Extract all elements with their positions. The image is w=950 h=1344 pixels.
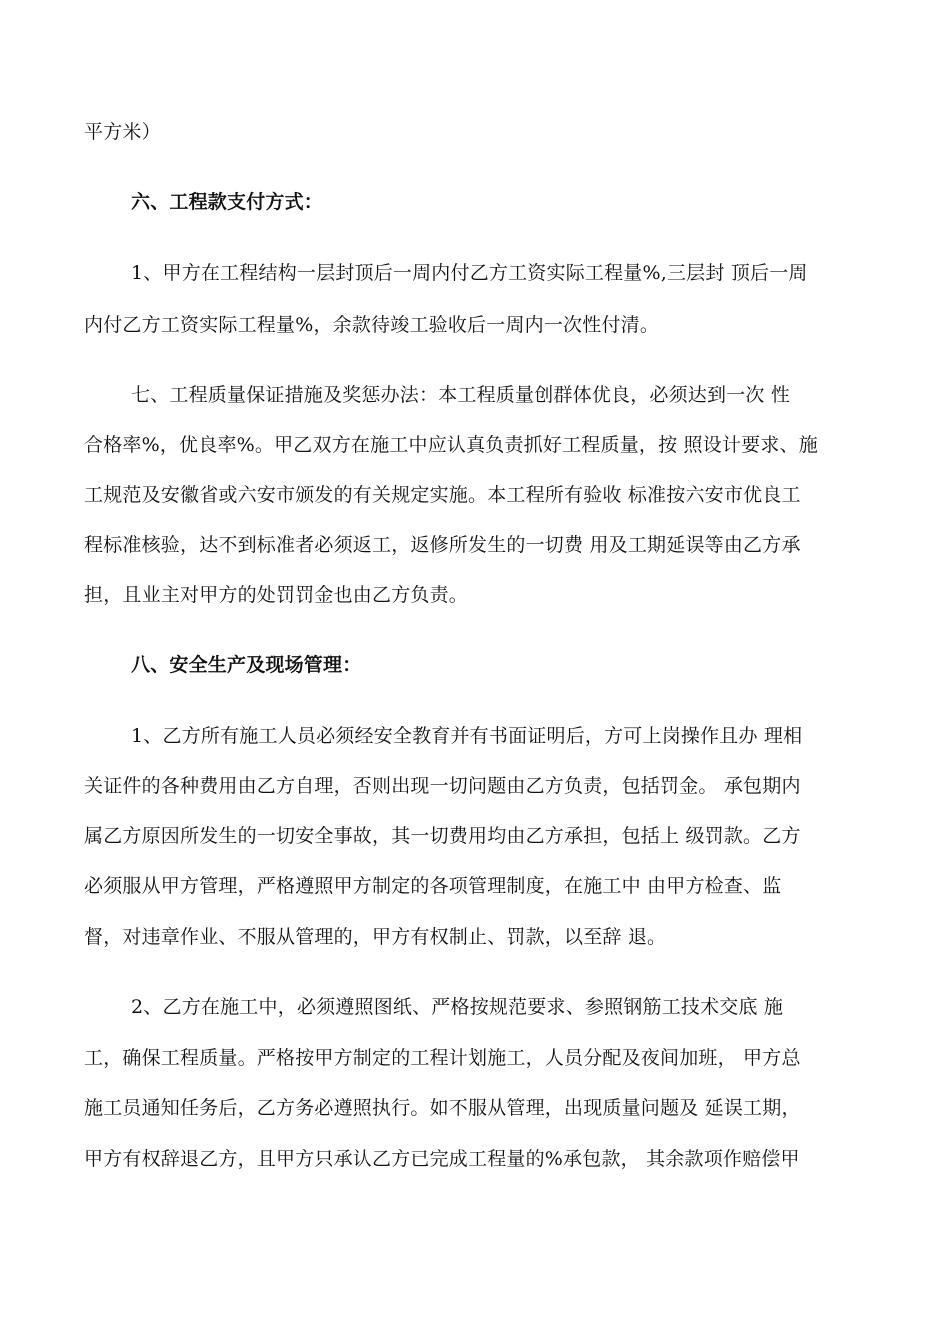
section-heading-8: 八、安全生产及现场管理： bbox=[131, 654, 362, 676]
section-heading-6: 六、工程款支付方式： bbox=[131, 191, 324, 213]
paragraph-line: 甲方有权辞退乙方，且甲方只承认乙方已完成工程量的%承包款， 其余款项作赔偿甲 bbox=[84, 1148, 800, 1170]
paragraph-line: 关证件的各种费用由乙方自理，否则出现一切问题由乙方负责，包括罚金。 承包期内 bbox=[84, 775, 801, 797]
paragraph-line: 七、工程质量保证措施及奖惩办法：本工程质量创群体优良，必须达到一次 性 bbox=[131, 384, 791, 406]
paragraph-line: 内付乙方工资实际工程量%，余款待竣工验收后一周内一次性付清。 bbox=[84, 314, 660, 336]
paragraph-line: 1、甲方在工程结构一层封顶后一周内付乙方工资实际工程量%,三层封 顶后一周 bbox=[131, 262, 808, 284]
paragraph-line: 工，确保工程质量。严格按甲方制定的工程计划施工，人员分配及夜间加班， 甲方总 bbox=[84, 1047, 801, 1069]
paragraph-line: 施工员通知任务后，乙方务必遵照执行。如不服从管理，出现质量问题及 延误工期， bbox=[84, 1097, 801, 1119]
text-line: 平方米） bbox=[84, 121, 161, 143]
paragraph-line: 属乙方原因所发生的一切安全事故，其一切费用均由乙方承担，包括上 级罚款。乙方 bbox=[84, 825, 801, 847]
paragraph-line: 合格率%，优良率%。甲乙双方在施工中应认真负责抓好工程质量，按 照设计要求、施 bbox=[84, 434, 818, 456]
paragraph-line: 工规范及安徽省或六安市颁发的有关规定实施。本工程所有验收 标准按六安市优良工 bbox=[84, 484, 801, 506]
paragraph-line: 1、乙方所有施工人员必须经安全教育并有书面证明后，方可上岗操作且办 理相 bbox=[131, 725, 803, 747]
paragraph-line: 督，对违章作业、不服从管理的，甲方有权制止、罚款，以至辞 退。 bbox=[84, 926, 667, 948]
paragraph-line: 必须服从甲方管理，严格遵照甲方制定的各项管理制度，在施工中 由甲方检查、监 bbox=[84, 875, 782, 897]
paragraph-line: 程标准核验，达不到标准者必须返工，返修所发生的一切费 用及工期延误等由乙方承 bbox=[84, 534, 801, 556]
paragraph-line: 担，且业主对甲方的处罚罚金也由乙方负责。 bbox=[84, 584, 469, 606]
paragraph-line: 2、乙方在施工中，必须遵照图纸、严格按规范要求、参照钢筋工技术交底 施 bbox=[131, 996, 784, 1018]
